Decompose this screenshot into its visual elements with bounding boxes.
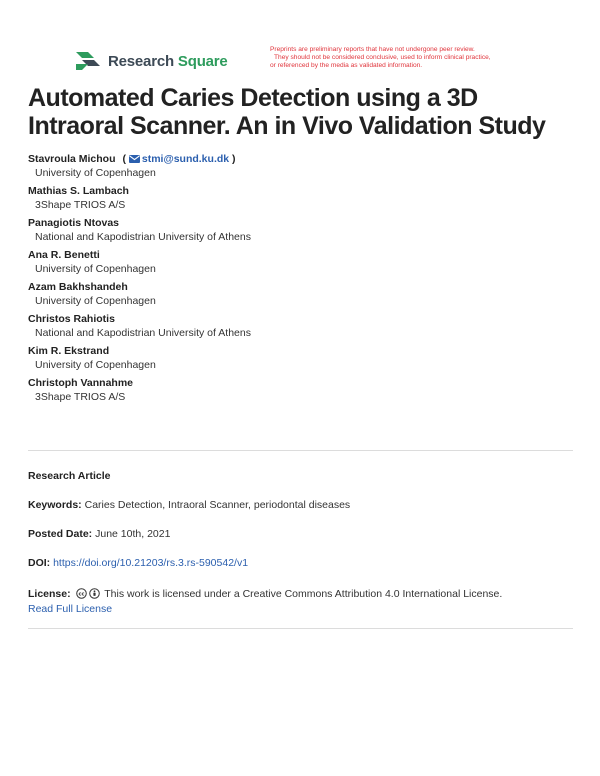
author-affiliation: University of Copenhagen [35,295,156,307]
corresponding-close: ) [232,153,236,165]
author-affiliation: University of Copenhagen [35,263,156,275]
author-affiliation: 3Shape TRIOS A/S [35,391,126,403]
research-square-logo-icon [74,49,102,73]
cc-icon [76,588,87,599]
keywords-value: Caries Detection, Intraoral Scanner, periodontal diseases [84,499,351,511]
author-entry [28,376,573,404]
author-affiliation: National and Kapodistrian University of Athens [35,327,251,339]
author-email: stmi@sund.ku.dk [141,153,230,165]
author-name: Stavroula Michou [28,153,116,165]
license [28,587,573,617]
author-entry [28,152,573,180]
read-full-license-link[interactable]: Read Full License [28,603,113,615]
doi-link[interactable]: https://doi.org/10.21203/rs.3.rs-590542/v1 [53,557,249,569]
author-name: Azam Bakhshandeh [28,281,128,293]
paper-title: Automated Caries Detection using a 3D Intraoral Scanner. An in Vivo Validation Study [28,84,546,140]
author-entry [28,216,573,244]
article-type-label: Research Article [28,470,111,482]
author-affiliation: 3Shape TRIOS A/S [35,199,126,211]
posted-date-value: June 10th, 2021 [95,528,171,540]
license-label: License: [28,588,71,600]
author-list [28,152,573,408]
license-text: This work is licensed under a Creative Commons Attribution 4.0 International License. [104,588,503,600]
license-icons[interactable] [76,588,100,599]
keywords [28,498,573,513]
posted-date-label: Posted Date: [28,528,93,540]
disclaimer-line: or referenced by the media as validated information. [270,62,423,69]
author-name: Christoph Vannahme [28,377,134,389]
disclaimer-line: Preprints are preliminary reports that have not undergone peer review. [270,46,475,53]
author-name: Panagiotis Ntovas [28,217,120,229]
divider [28,450,573,451]
logo-text [108,53,228,70]
keywords-label: Keywords: [28,499,82,511]
doi-label: DOI: [28,557,51,569]
cc-by-icon [89,588,100,599]
author-entry [28,184,573,212]
svg-text:cc: cc [78,591,85,598]
article-type [28,469,573,484]
doi [28,556,573,571]
author-affiliation: University of Copenhagen [35,167,156,179]
logo-text-accent: Square [177,52,228,70]
author-entry [28,312,573,340]
author-name: Ana R. Benetti [28,249,100,261]
author-name: Mathias S. Lambach [28,185,129,197]
logo-text-main: Research [108,52,174,70]
author-affiliation: National and Kapodistrian University of Athens [35,231,251,243]
author-affiliation: University of Copenhagen [35,359,156,371]
author-email-link[interactable] [129,153,232,165]
author-entry [28,344,573,372]
author-entry [28,280,573,308]
preprint-disclaimer [270,46,566,70]
posted-date [28,527,573,542]
author-name: Christos Rahiotis [28,313,115,325]
corresponding-open: ( [122,153,126,165]
research-square-logo[interactable] [74,49,228,73]
envelope-icon [129,155,140,163]
disclaimer-line: They should not be considered conclusive, used to inform clinical practice, [274,54,491,61]
author-entry [28,248,573,276]
divider [28,628,573,629]
header [74,46,554,76]
author-name: Kim R. Ekstrand [28,345,110,357]
